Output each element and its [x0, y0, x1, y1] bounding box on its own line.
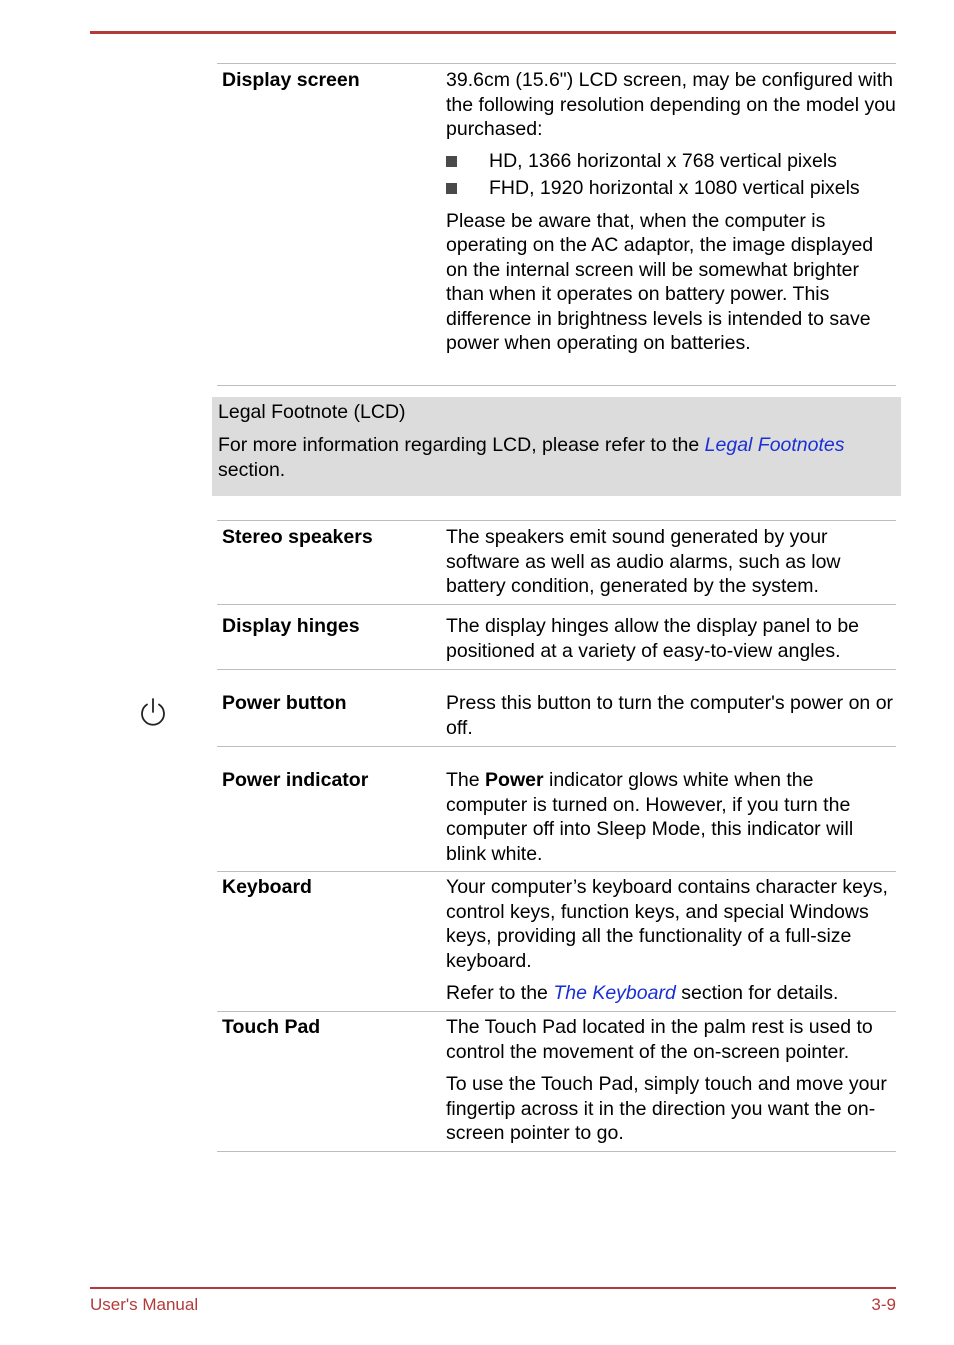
term-display-screen: Display screen [222, 69, 360, 91]
bold-power: Power [485, 769, 544, 791]
table-divider [217, 669, 896, 670]
table-divider [217, 385, 896, 386]
note-body: For more information regarding LCD, please refer to the Legal Footnotes section. [218, 434, 845, 481]
power-icon [138, 697, 168, 729]
paragraph: Press this button to turn the computer's power on or off. [446, 692, 894, 739]
paragraph: Refer to the The Keyboard section for details. [446, 982, 839, 1004]
the-keyboard-link[interactable]: The Keyboard [553, 982, 676, 1004]
table-divider [217, 520, 896, 521]
table-divider [217, 63, 896, 64]
list-item: HD, 1366 horizontal x 768 vertical pixels [446, 148, 896, 175]
table-divider [217, 1011, 896, 1012]
square-bullet-icon [446, 156, 457, 167]
table-divider [217, 746, 896, 747]
paragraph: The Power indicator glows white when the computer is turned on. However, if you turn the computer off into Sleep Mode, this indicator will blink white. [446, 769, 854, 865]
desc-display-hinges [446, 614, 896, 663]
legal-footnotes-link[interactable]: Legal Footnotes [704, 434, 845, 456]
desc-display-screen [446, 68, 896, 356]
table-divider [217, 1151, 896, 1152]
note-title: Legal Footnote (LCD) [218, 401, 406, 423]
paragraph: The Touch Pad located in the palm rest is used to control the movement of the on-screen pointer. [446, 1016, 873, 1063]
resolution-list [446, 148, 896, 202]
paragraph: Your computer’s keyboard contains character keys, control keys, function keys, and special Windows keys, providing all the functionality of a full-size keyboard. [446, 876, 888, 972]
term-power-button: Power button [222, 692, 347, 714]
footer-manual-title: User's Manual [90, 1295, 199, 1314]
term-touch-pad: Touch Pad [222, 1016, 321, 1038]
term-stereo-speakers: Stereo speakers [222, 526, 373, 548]
desc-keyboard [446, 875, 896, 1006]
footer-rule [90, 1287, 896, 1289]
paragraph: 39.6cm (15.6") LCD screen, may be configured with the following resolution depending on the model you purchased: [446, 69, 896, 140]
paragraph: The speakers emit sound generated by your software as well as audio alarms, such as low battery condition, generated by the system. [446, 526, 841, 597]
term-power-indicator: Power indicator [222, 769, 369, 791]
desc-power-indicator [446, 768, 896, 866]
paragraph: To use the Touch Pad, simply touch and move your fingertip across it in the direction you want the on-screen pointer to go. [446, 1073, 887, 1144]
desc-stereo-speakers [446, 525, 896, 599]
paragraph: Please be aware that, when the computer is operating on the AC adaptor, the image displayed on the internal screen will be somewhat brighter than when it operates on battery power. This difference in brightness levels is intended to save power when operating on batteries. [446, 209, 874, 354]
footer-page-number: 3-9 [871, 1295, 896, 1314]
desc-touch-pad [446, 1015, 896, 1146]
paragraph: The display hinges allow the display panel to be positioned at a variety of easy-to-view angles. [446, 615, 860, 662]
square-bullet-icon [446, 183, 457, 194]
term-display-hinges: Display hinges [222, 615, 360, 637]
table-divider [217, 604, 896, 605]
legal-footnote-note [212, 397, 901, 496]
table-divider [217, 871, 896, 872]
desc-power-button [446, 691, 896, 740]
header-rule [90, 31, 896, 34]
term-keyboard: Keyboard [222, 876, 312, 898]
list-item: FHD, 1920 horizontal x 1080 vertical pixels [446, 175, 896, 202]
